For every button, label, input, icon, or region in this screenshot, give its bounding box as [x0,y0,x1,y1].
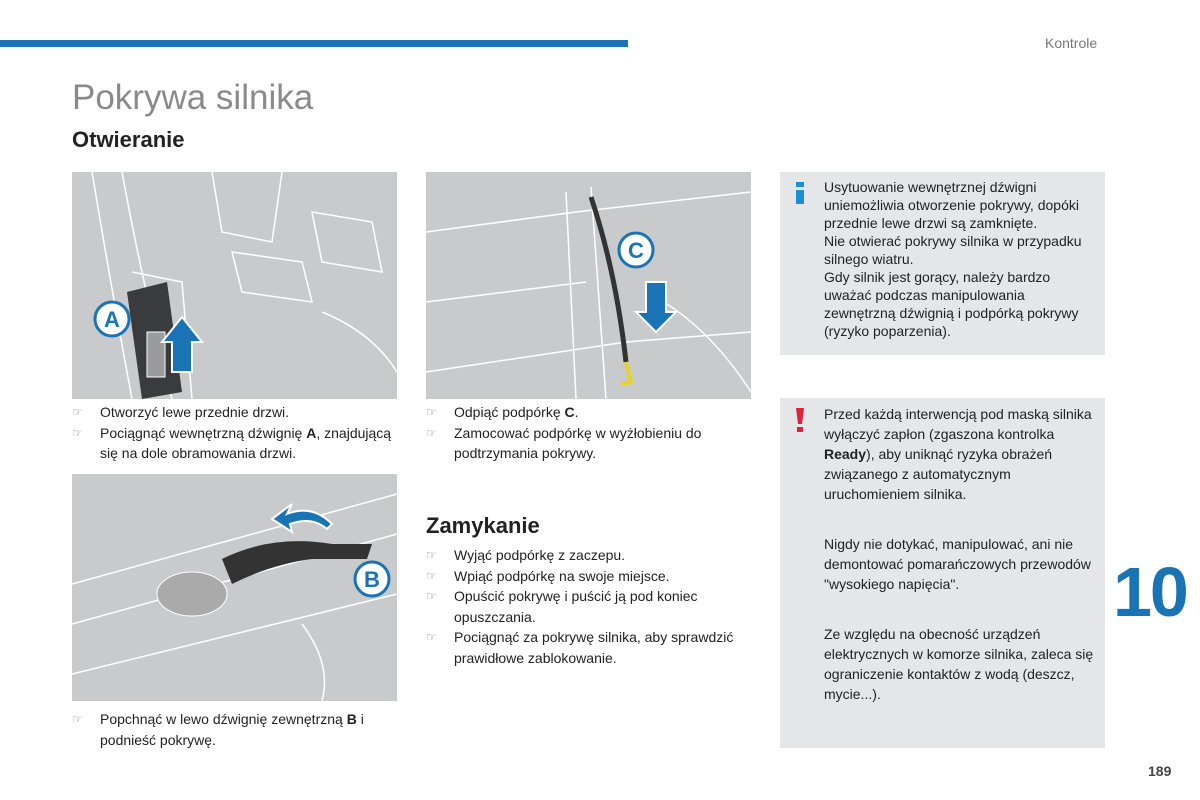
page-title: Pokrywa silnika [72,78,314,117]
warning-box [780,398,1105,748]
list-item: ☞ Odpiąć podpórkę C. [426,402,756,423]
pointing-hand-icon: ☞ [72,712,83,726]
list-item: ☞ Wyjąć podpórkę z zaczepu. [426,545,736,566]
section-title: Kontrole [1045,35,1098,51]
closing-steps [426,545,736,668]
closing-heading: Zamykanie [426,513,540,538]
figure-label-b: B [364,567,380,592]
exclamation-icon [796,408,804,432]
figure-hood-stay [426,172,751,399]
info-text: Gdy silnik jest gorący, należy bardzo uważać podczas manipulowania zewnętrzną dźwignią i podpórką pokrywy (ryzyko poparzenia). [824,269,1079,339]
list-item: ☞ Wpiąć podpórkę na swoje miejsce. [426,566,736,587]
pointing-hand-icon: ☞ [426,425,437,440]
figure-exterior-lever [72,474,397,701]
pointing-hand-icon: ☞ [426,548,437,562]
pointing-hand-icon: ☞ [426,568,437,583]
warning-text: Przed każdą interwencją pod maską silnika wyłączyć zapłon (zgaszona kontrolka Ready), aby uniknąć ryzyka obrażeń związanego z automatycznym uruchomieniem silnika. [824,406,1092,502]
info-text: Usytuowanie wewnętrznej dźwigni uniemożliwia otworzenie pokrywy, dopóki przednie lewe drzwi są zamknięte. [824,179,1079,231]
figure-interior-lever [72,172,397,399]
opening-heading: Otwieranie [72,127,185,152]
info-box [780,172,1105,355]
figure-label-c: C [628,238,644,263]
info-text: Nie otwierać pokrywy silnika w przypadku silnego wiatru. [824,233,1082,267]
pointing-hand-icon: ☞ [426,589,437,603]
pointing-hand-icon: ☞ [426,405,437,419]
figure-label-a: A [104,307,120,332]
page-number: 189 [1148,763,1172,779]
list-item: ☞ Opuścić pokrywę i puścić ją pod koniec opuszczania. [426,588,698,625]
warning-text: Ze względu na obecność urządzeń elektrycznych w komorze silnika, zaleca się ograniczenie kontaktów z wodą (deszcz, mycie...). [824,626,1094,702]
info-icon [796,182,804,204]
list-item: ☞ Pociągnąć za pokrywę silnika, aby sprawdzić prawidłowe zablokowanie. [426,629,734,666]
pointing-hand-icon: ☞ [72,405,83,419]
opening-steps-b [72,709,402,750]
opening-steps-c [426,402,756,464]
list-item: ☞ Pociągnąć wewnętrzną dźwignię A, znajdującą się na dole obramowania drzwi. [72,424,392,461]
list-item: ☞ Popchnąć w lewo dźwignię zewnętrzną B i podnieść pokrywę. [72,711,364,748]
warning-text: Nigdy nie dotykać, manipulować, ani nie demontować pomarańczowych przewodów "wysokiego napięcia". [824,536,1091,592]
pointing-hand-icon: ☞ [426,630,437,644]
list-item: ☞ Otworzyć lewe przednie drzwi. [72,402,402,423]
opening-steps-a [72,402,402,464]
list-item: ☞ Zamocować podpórkę w wyżłobieniu do podtrzymania pokrywy. [426,424,702,461]
header-accent-bar [0,40,628,47]
chapter-number: 10 [1113,553,1187,631]
pointing-hand-icon: ☞ [72,425,83,440]
